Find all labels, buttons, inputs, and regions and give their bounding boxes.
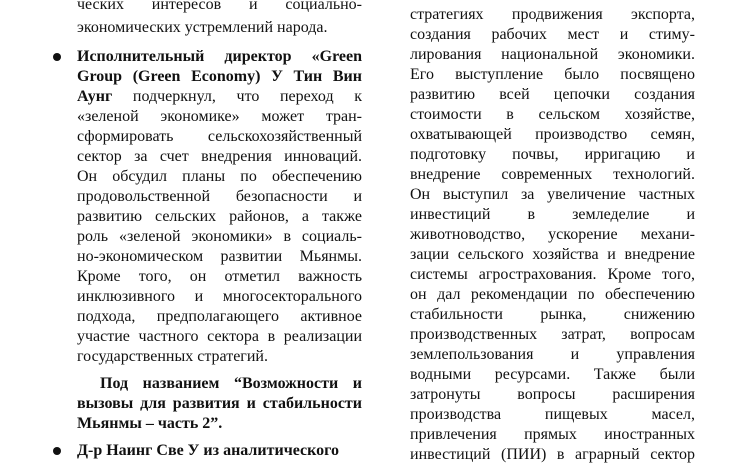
text-line: подготовку почвы, ирригацию и	[410, 146, 695, 163]
text-line: создания рабочих мест и стиму-	[410, 26, 695, 43]
text-line: инвестиций (ПИИ) в аграрный сектор	[410, 446, 695, 463]
text-line: производства пищевых масел,	[410, 406, 695, 423]
text-line: Group (Green Economy) У Тин Вин	[77, 68, 362, 85]
text-line: охватывающей производство семян,	[410, 126, 695, 143]
text-line: зации сельского хозяйства и внедрение	[410, 246, 695, 263]
text-line: стабильности рынка, снижению	[410, 306, 695, 323]
section-heading: Мьянмы – часть 2”.	[77, 415, 223, 432]
text-line: развитию всей цепочки создания	[410, 86, 695, 103]
text-line: инвестиций в земледелие и	[410, 206, 695, 223]
text-line: развитию сельских районов, а также	[77, 208, 362, 225]
text-line: внедрение современных технологий.	[410, 166, 695, 183]
text-line: лирования национальной экономики.	[410, 46, 695, 63]
speaker-name-end: Аунг	[77, 88, 113, 105]
text-line: подхода, предполагающего активное	[77, 308, 362, 325]
bullet-icon	[53, 53, 61, 61]
text-line: Кроме того, он отметил важность	[77, 268, 362, 285]
text-line: привлечения прямых иностранных	[410, 426, 695, 443]
bullet-icon	[53, 447, 61, 455]
text-line: землепользования и управления	[410, 346, 695, 363]
text-line: системы агрострахования. Кроме того,	[410, 266, 695, 283]
section-heading: вызовы для развития и стабильности	[77, 395, 362, 412]
text-line: сформировать сельскохозяйственный	[77, 128, 362, 145]
text-line: продовольственной безопасности и	[77, 188, 362, 205]
text-fragment: подчеркнул, что переход к	[112, 88, 362, 105]
text-line: Его выступление было посвящено	[410, 66, 695, 83]
text-line: производственных затрат, вопросам	[410, 326, 695, 343]
text-line: Исполнительный директор «Green	[77, 48, 362, 65]
text-line: он дал рекомендации по обеспечению	[410, 286, 695, 303]
text-line: ческих интересов и социально-	[77, 0, 362, 13]
text-line: Д-р Наинг Све У из аналитического	[77, 442, 339, 459]
text-line: экономических устремлений народа.	[77, 19, 328, 36]
text-line: государственных стратегий.	[77, 348, 268, 365]
text-line: сектор за счет внедрения инноваций.	[77, 148, 362, 165]
text-line: животноводство, ускорение механи-	[410, 226, 695, 243]
text-line: участие частного сектора в реализации	[77, 328, 362, 345]
text-line: Он обсудил планы по обеспечению	[77, 168, 362, 185]
text-line: водными ресурсами. Также были	[410, 366, 695, 383]
text-line: но-экономическом развитии Мьянмы.	[77, 248, 362, 265]
text-line: инклюзивного и многосекторального	[77, 288, 362, 305]
text-line: стратегиях продвижения экспорта,	[410, 6, 695, 23]
text-line: затронуты вопросы расширения	[410, 386, 695, 403]
text-line	[77, 87, 362, 107]
text-line: роль «зеленой экономики» в социаль-	[77, 228, 362, 245]
section-heading: Под названием “Возможности и	[100, 375, 362, 392]
text-line: стоимости в сельском хозяйстве,	[410, 106, 695, 123]
text-line: Он выступил за увеличение частных	[410, 186, 695, 203]
text-line: «зеленой экономике» может тран-	[77, 108, 362, 125]
